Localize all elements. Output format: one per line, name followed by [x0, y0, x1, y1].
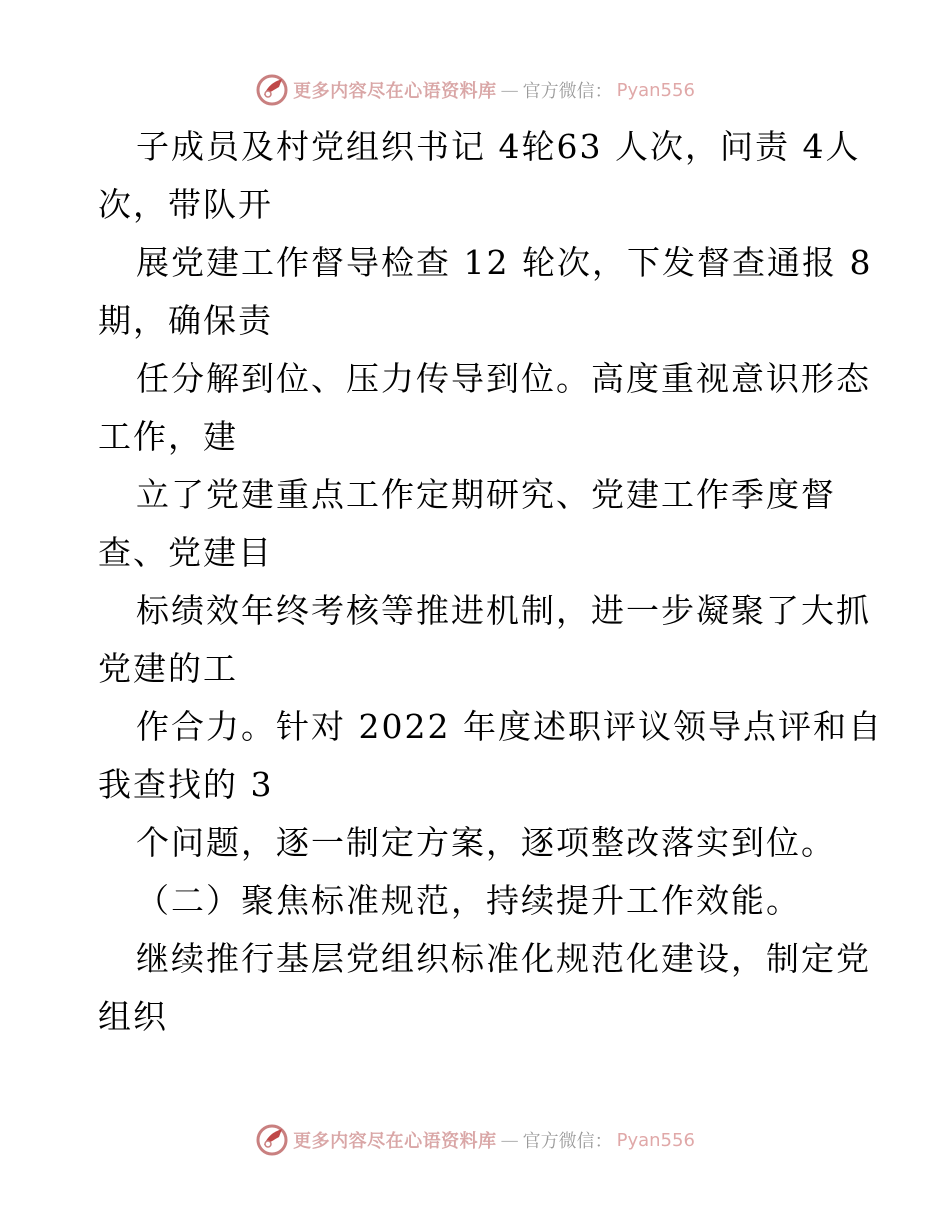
watermark-contact-label: 官方微信：	[522, 81, 613, 102]
paragraph-line: 继续推行基层党组织标准化规范化建设，制定党	[136, 939, 871, 978]
paragraph-line: 工作，建	[98, 417, 238, 456]
paragraph-line: 展党建工作督导检查 12 轮次，下发督查通报 8	[136, 243, 873, 282]
footer-watermark	[0, 1120, 950, 1160]
paragraph-line: 标绩效年终考核等推进机制，进一步凝聚了大抓	[136, 591, 871, 630]
paragraph-line: 期，确保责	[98, 301, 273, 340]
brand-logo-icon	[255, 1123, 289, 1157]
brand-logo-icon	[255, 73, 289, 107]
watermark-brand-text: 更多内容尽在心语资料库	[293, 1131, 497, 1152]
document-body	[98, 118, 883, 1046]
watermark-brand-text: 更多内容尽在心语资料库	[293, 81, 497, 102]
paragraph-line: 我查找的 3	[98, 765, 274, 804]
paragraph-line: 查、党建目	[98, 533, 273, 572]
paragraph-line: 立了党建重点工作定期研究、党建工作季度督	[136, 475, 836, 514]
paragraph-line: 个问题，逐一制定方案，逐项整改落实到位。	[136, 823, 836, 862]
paragraph-line: 次，带队开	[98, 185, 273, 224]
paragraph-line: 作合力。针对 2022 年度述职评议领导点评和自	[136, 707, 883, 746]
watermark-dash: —	[500, 79, 519, 101]
section-heading: （二）聚焦标准规范，持续提升工作效能。	[136, 881, 801, 920]
watermark-contact-id: Pyan556	[616, 79, 695, 101]
watermark-dash: —	[500, 1129, 519, 1151]
header-watermark	[0, 70, 950, 110]
paragraph-line: 党建的工	[98, 649, 238, 688]
watermark-contact-label: 官方微信：	[522, 1131, 613, 1152]
paragraph-line: 子成员及村党组织书记 4轮63 人次，问责 4人	[136, 127, 861, 166]
watermark-contact-id: Pyan556	[616, 1129, 695, 1151]
paragraph-line: 组织	[98, 997, 168, 1036]
paragraph-line: 任分解到位、压力传导到位。高度重视意识形态	[136, 359, 871, 398]
